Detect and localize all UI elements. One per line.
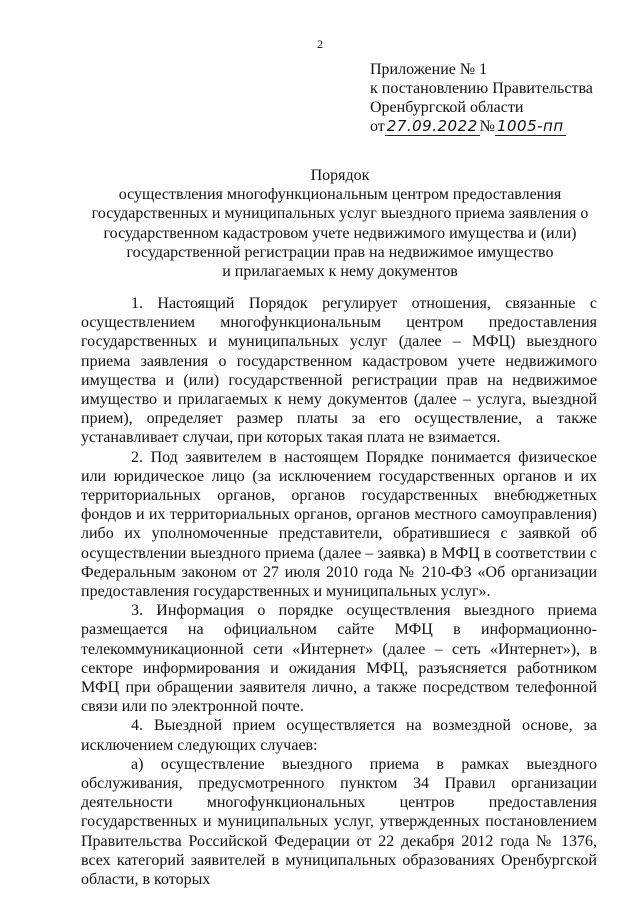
appendix-header [370, 60, 593, 136]
title-subtitle-line: государственных и муниципальных услуг выездного приема заявления о [91, 205, 589, 223]
document-title [60, 166, 620, 281]
page-number: 2 [317, 37, 323, 51]
title-subtitle-line: государственном кадастровом учете недвижимого имущества и (или) [103, 224, 577, 242]
appendix-line-1: Приложение № 1 [370, 61, 488, 78]
paragraph-4a: а) осуществление выездного приема в рамках выездного обслуживания, предусмотренного пунктом 34 Правил организации деятельности многофункциональных центров предоставления государственных и муниципальных услуг, утвержденных постановлением Правительства Российской Федерации от 22 декабря 2012 года № 1376, всех категорий заявителей в муниципальных образованиях Оренбургской области, в которых [81, 755, 597, 889]
title-subtitle-line: осуществления многофункциональным центром предоставления [118, 186, 562, 204]
title-heading: Порядок [310, 167, 370, 184]
document-body [81, 294, 597, 889]
appendix-line-2: к постановлению Правительства [370, 80, 593, 97]
paragraph-2: 2. Под заявителем в настоящем Порядке понимается физическое или юридическое лицо (за исключением государственных органов и их территориальных органов, органов государственных внебюджетных фондов и их территориальных органов, органов местного самоуправления) либо их уполномоченные представители, обратившиеся с заявкой об осуществлении выездного приема (далее – заявка) в МФЦ в соответствии с Федеральным законом от 27 июля 2010 года № 210-ФЗ «Об организации предоставления государственных и муниципальных услуг». [81, 448, 597, 601]
handwritten-number: 1005-пп [496, 117, 564, 135]
paragraph-3: 3. Информация о порядке осуществления выездного приема размещается на официальном сайте МФЦ в информационно-телекоммуникационной сети «Интернет» (далее – сеть «Интернет»), в секторе информирования и ожидания МФЦ, разъясняется работником МФЦ при обращении заявителя лично, а также посредством телефонной связи или по электронной почте. [81, 602, 597, 716]
appendix-date-line [370, 117, 593, 136]
date-prefix: от [370, 118, 385, 135]
title-subtitle-line: и прилагаемых к нему документов [222, 263, 458, 281]
number-sign: № [479, 118, 495, 135]
paragraph-4: 4. Выездной прием осуществляется на возмездной основе, за исключением следующих случаев: [81, 717, 597, 754]
title-subtitle-line: государственной регистрации прав на недвижимое имущество [126, 243, 554, 261]
paragraph-1: 1. Настоящий Порядок регулирует отношения, связанные с осуществлением многофункциональным центром предоставления государственных и муниципальных услуг (далее – МФЦ) выездного приема заявления о государственном кадастровом учете недвижимого имущества и (или) государственной регистрации прав на недвижимое имущество и прилагаемых к нему документов (далее – услуга, выездной прием), определяет размер платы за его осуществление, а также устанавливает случаи, при которых такая плата не взимается. [81, 295, 597, 447]
appendix-line-3: Оренбургской области [370, 99, 524, 116]
handwritten-date: 27.09.2022 [386, 117, 478, 135]
